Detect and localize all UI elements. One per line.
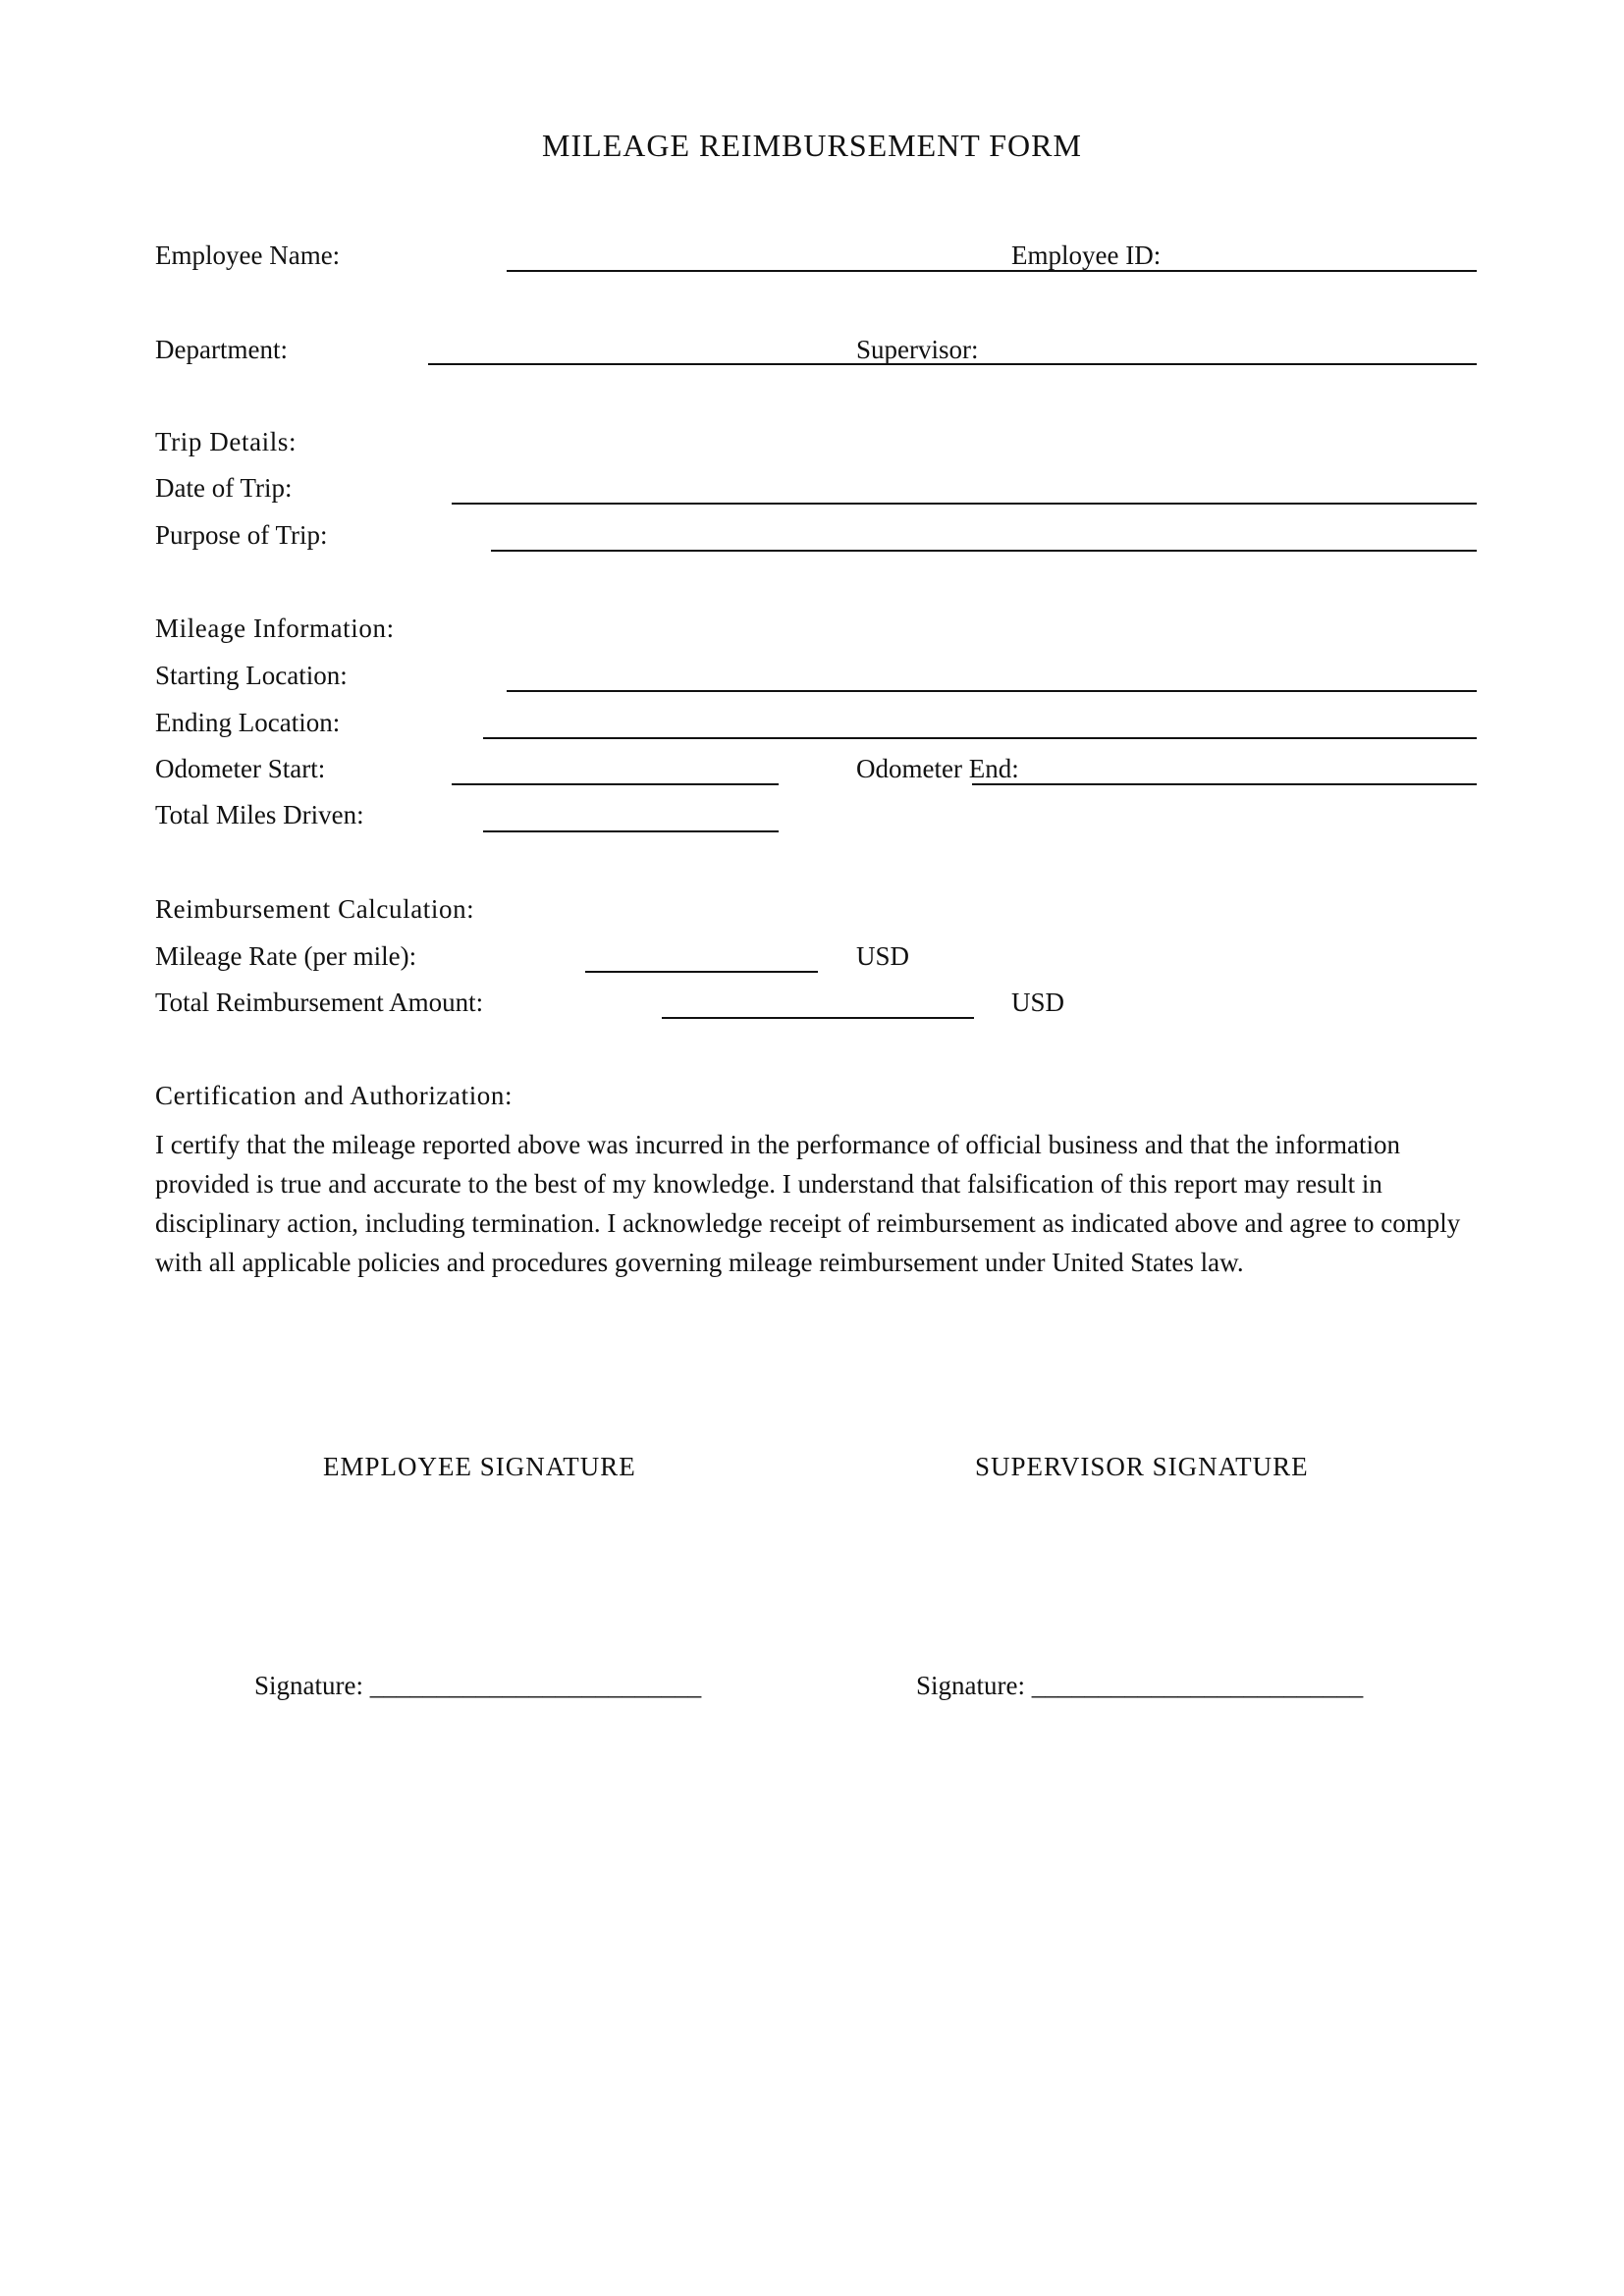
certification-heading: Certification and Authorization: [155, 1081, 514, 1110]
certification-text: I certify that the mileage reported above was incurred in the performance of official business and that the information provided is true and accurate to the best of my knowledge. I understand that falsification of this report may result in disciplinary action, including termination. I acknowledge receipt of reimbursement as indicated above and agree to comply with all applicable policies and procedures governing mileage reimbursement under United States law. [155, 1130, 1461, 1277]
odometer-end-field[interactable] [972, 783, 1477, 785]
supervisor-signature-line[interactable]: Signature: _________________________ [916, 1671, 1364, 1700]
trip-details-heading: Trip Details: [155, 427, 298, 456]
supervisor-signature-heading: SUPERVISOR SIGNATURE [975, 1452, 1309, 1481]
reimbursement-heading: Reimbursement Calculation: [155, 894, 475, 924]
odometer-start-label: Odometer Start: [155, 754, 326, 783]
odometer-start-field[interactable] [452, 783, 779, 785]
total-reimbursement-label: Total Reimbursement Amount: [155, 988, 484, 1017]
mileage-rate-label: Mileage Rate (per mile): [155, 941, 417, 971]
date-of-trip-field[interactable] [452, 503, 1477, 505]
total-miles-label: Total Miles Driven: [155, 800, 364, 829]
employee-id-label: Employee ID: [1011, 240, 1162, 270]
form-title: MILEAGE REIMBURSEMENT FORM [542, 128, 1082, 163]
total-reimbursement-field[interactable] [662, 1017, 974, 1019]
employee-signature-line[interactable]: Signature: _________________________ [254, 1671, 702, 1700]
mileage-rate-field[interactable] [585, 971, 818, 973]
mileage-rate-unit: USD [856, 941, 910, 971]
employee-name-label: Employee Name: [155, 240, 341, 270]
employee-name-field[interactable] [507, 270, 1477, 272]
purpose-of-trip-field[interactable] [491, 550, 1477, 552]
purpose-of-trip-label: Purpose of Trip: [155, 520, 328, 550]
supervisor-label: Supervisor: [856, 335, 979, 364]
employee-signature-heading: EMPLOYEE SIGNATURE [323, 1452, 636, 1481]
starting-location-label: Starting Location: [155, 661, 348, 690]
department-label: Department: [155, 335, 288, 364]
ending-location-field[interactable] [483, 737, 1477, 739]
mileage-info-heading: Mileage Information: [155, 614, 395, 643]
total-miles-field[interactable] [483, 830, 779, 832]
starting-location-field[interactable] [507, 690, 1477, 692]
date-of-trip-label: Date of Trip: [155, 473, 293, 503]
ending-location-label: Ending Location: [155, 708, 341, 737]
odometer-end-label: Odometer End: [856, 754, 1019, 783]
total-reimbursement-unit: USD [1011, 988, 1065, 1017]
